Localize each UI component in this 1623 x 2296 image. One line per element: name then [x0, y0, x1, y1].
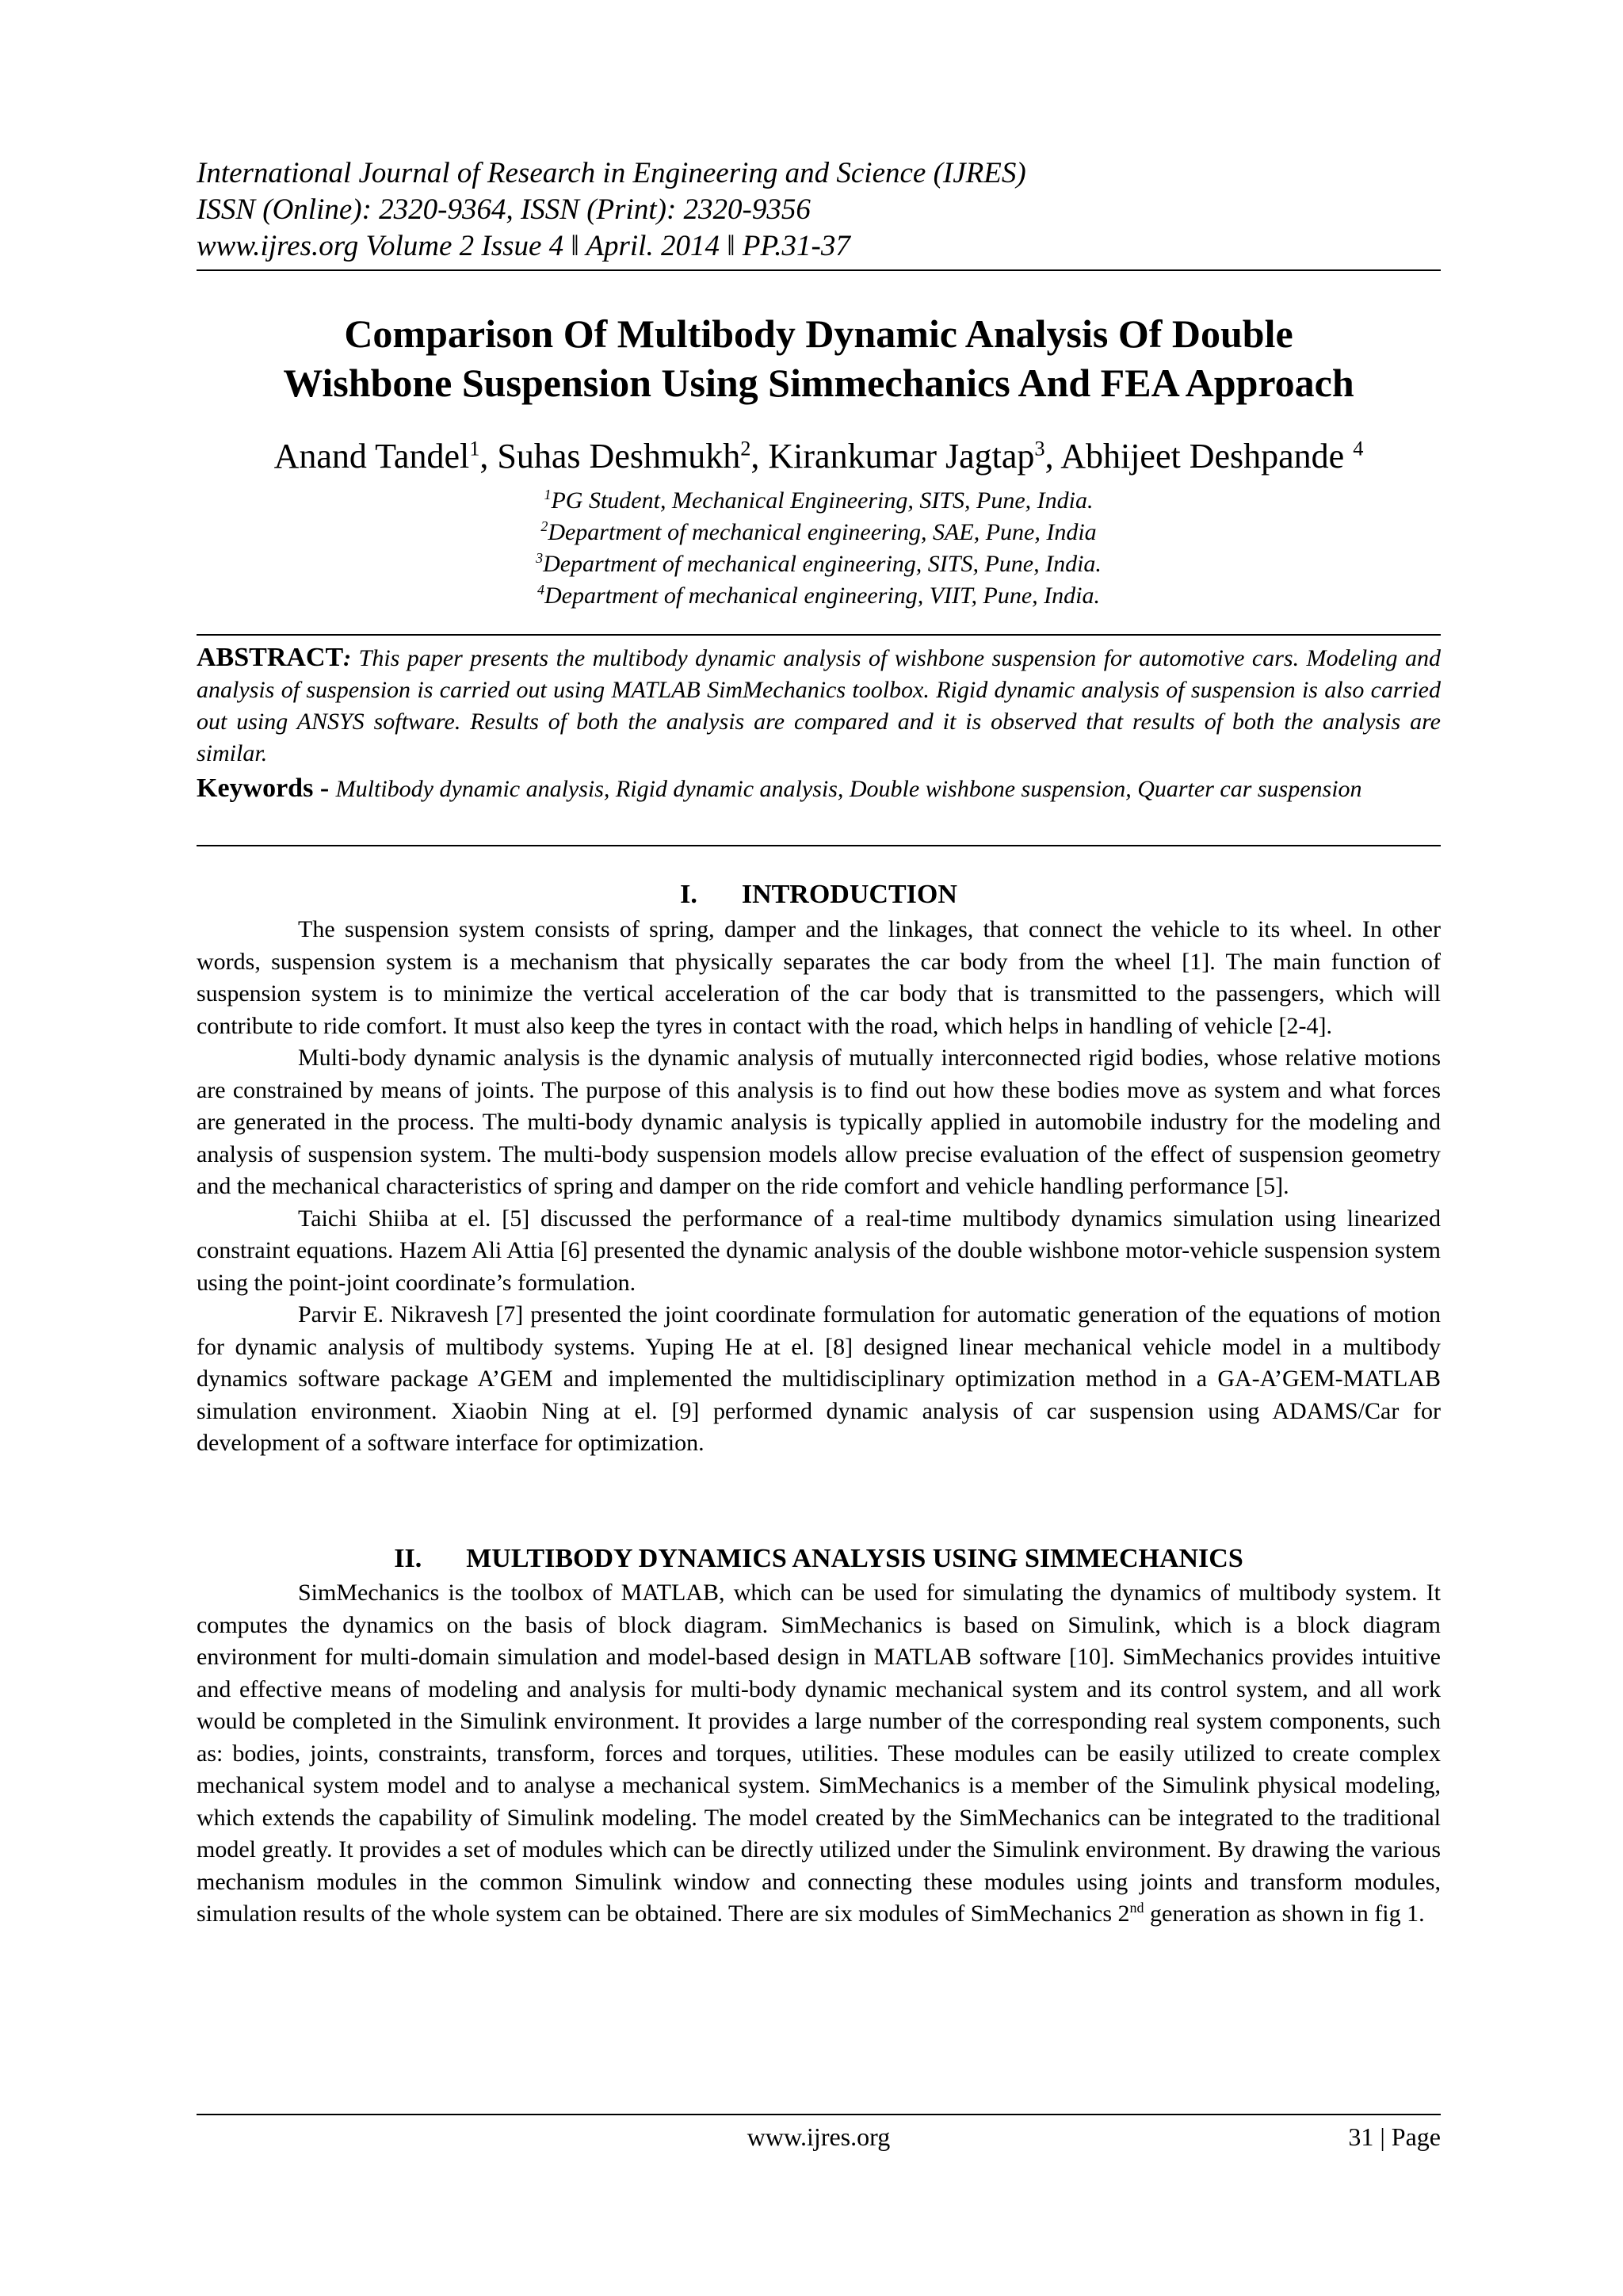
footer-rule [197, 2114, 1441, 2115]
author-sup: 4 [1353, 436, 1364, 460]
journal-issn: ISSN (Online): 2320-9364, ISSN (Print): 2320-9356 [197, 193, 811, 226]
abstract-block [197, 642, 1441, 805]
keywords-label: Keywords - [197, 774, 336, 803]
keywords-text: Multibody dynamic analysis, Rigid dynamic analysis, Double wishbone suspension, Quarter car suspension [335, 776, 1362, 802]
section-1-body [197, 914, 1441, 1460]
abstract-bottom-rule [197, 845, 1441, 846]
abstract-body: This paper presents the multibody dynamic analysis of wishbone suspension for automotive cars. Modeling and analysis of suspension is carried out using MATLAB SimMechanics toolbox. Rigid dynamic analysis of suspension is also carried out using ANSYS software. Results of both the analysis are compared and it is observed that results of both the analysis are similar. [197, 645, 1441, 766]
affiliation-text: Department of mechanical engineering, SAE, Pune, India [548, 519, 1097, 545]
section-title: INTRODUCTION [741, 880, 957, 909]
title-line-1: Comparison Of Multibody Dynamic Analysis Of Double [344, 311, 1293, 356]
abstract-text [197, 642, 1441, 770]
abstract-label: ABSTRACT [197, 643, 344, 672]
paragraph-tail: generation as shown in fig 1. [1144, 1901, 1425, 1927]
affiliation [197, 580, 1441, 612]
author-sup: 1 [469, 436, 480, 460]
section-number: I. [680, 880, 697, 909]
paragraph-text: SimMechanics is the toolbox of MATLAB, which can be used for simulating the dynamics of multibody system. It computes the dynamics on the basis of block diagram. SimMechanics is based on Simulink, which is a block diagram environment for multi-domain simulation and model-based design in MATLAB software [10]. SimMechanics provides intuitive and effective means of modeling and analysis for multi-body dynamic mechanical system and its control system, and all work would be completed in the Simulink environment. It provides a large number of the corresponding real system components, such as: bodies, joints, constraints, transform, forces and torques, utilities. These modules can be easily utilized to create complex mechanical system model and to analyse a mechanical system. SimMechanics is a member of the Simulink physical modeling, which extends the capability of Simulink modeling. The model created by the SimMechanics can be integrated to the traditional model greatly. It provides a set of modules which can be directly utilized under the Simulink environment. By drawing the various mechanism modules in the common Simulink window and connecting these modules using joints and transform modules, simulation results of the whole system can be obtained. There are six modules of SimMechanics 2 [197, 1580, 1441, 1927]
affiliation [197, 485, 1441, 517]
affiliation-text: Department of mechanical engineering, SITS, Pune, India. [543, 551, 1102, 577]
keywords [197, 773, 1441, 805]
section-title: MULTIBODY DYNAMICS ANALYSIS USING SIMMECHANICS [466, 1544, 1243, 1573]
abstract-top-rule [197, 634, 1441, 636]
affiliation-sup: 4 [537, 582, 545, 598]
author-name: Abhijeet Deshpande [1060, 437, 1354, 476]
ordinal-sup: nd [1129, 1900, 1144, 1916]
page-number: 31 | Page [1348, 2122, 1441, 2151]
affiliation [197, 517, 1441, 548]
paragraph: Multi-body dynamic analysis is the dynamic analysis of mutually interconnected rigid bodies, whose relative motions are constrained by means of joints. The purpose of this analysis is to find out how these bodies move as system and what forces are generated in the process. The multi-body dynamic analysis is typically applied in automobile industry for the modeling and analysis of suspension system. The multi-body suspension models allow precise evaluation of the effect of suspension geometry and the mechanical characteristics of spring and damper on the ride comfort and vehicle handling performance [5]. [197, 1045, 1441, 1199]
affiliation-sup: 2 [540, 518, 548, 534]
paper-title [197, 309, 1441, 407]
author-sup: 2 [740, 436, 751, 460]
affiliation-sup: 1 [544, 487, 552, 502]
affiliation-text: PG Student, Mechanical Engineering, SITS, Pune, India. [551, 487, 1094, 514]
author-name: Kirankumar Jagtap [768, 437, 1035, 476]
abstract-sep: : [343, 645, 352, 671]
section-2-body [197, 1577, 1441, 1931]
journal-volume: www.ijres.org Volume 2 Issue 4 ǁ April. 2014 ǁ PP.31-37 [197, 230, 850, 262]
author-sup: 3 [1034, 436, 1045, 460]
footer-website: www.ijres.org [747, 2122, 891, 2151]
author-name: Suhas Deshmukh [497, 437, 741, 476]
paragraph [197, 1577, 1441, 1931]
journal-header [197, 155, 1433, 265]
section-number: II. [394, 1544, 422, 1573]
section-1-heading [197, 878, 1441, 911]
title-line-2: Wishbone Suspension Using Simmechanics And FEA Approach [283, 361, 1354, 405]
section-2-heading [197, 1542, 1441, 1576]
author-name: Anand Tandel [273, 437, 470, 476]
paragraph: Taichi Shiiba at el. [5] discussed the performance of a real-time multibody dynamics simulation using linearized constraint equations. Hazem Ali Attia [6] presented the dynamic analysis of the double wishbone motor-vehicle suspension system using the point-joint coordinate’s formulation. [197, 1205, 1441, 1296]
paragraph: The suspension system consists of spring, damper and the linkages, that connect the vehicle to its wheel. In other words, suspension system is a mechanism that physically separates the car body from the wheel [1]. The main function of suspension system is to minimize the vertical acceleration of the car body that is transmitted to the passengers, which will contribute to ride comfort. It must also keep the tyres in contact with the road, which helps in handling of vehicle [2-4]. [197, 916, 1441, 1039]
author-list: Anand Tandel$^1$, Suhas Deshmukh$^2$, Kirankumar Jagtap$^3$, Abhijeet Deshpande $^4$ [273, 436, 1364, 476]
affiliation [197, 548, 1441, 580]
affiliation-list [197, 485, 1441, 612]
affiliation-sup: 3 [536, 550, 544, 566]
paragraph: Parvir E. Nikravesh [7] presented the joint coordinate formulation for automatic generation of the equations of motion for dynamic analysis of multibody systems. Yuping He at el. [8] designed linear mechanical vehicle model in a multibody dynamics software package A’GEM and implemented the multidisciplinary optimization method in a GA-A’GEM-MATLAB simulation environment. Xiaobin Ning at el. [9] performed dynamic analysis of car suspension using ADAMS/Car for development of a software interface for optimization. [197, 1301, 1441, 1456]
affiliation-text: Department of mechanical engineering, VIIT, Pune, India. [544, 583, 1100, 609]
journal-name: International Journal of Research in Engineering and Science (IJRES) [197, 157, 1026, 189]
header-rule [197, 269, 1441, 271]
